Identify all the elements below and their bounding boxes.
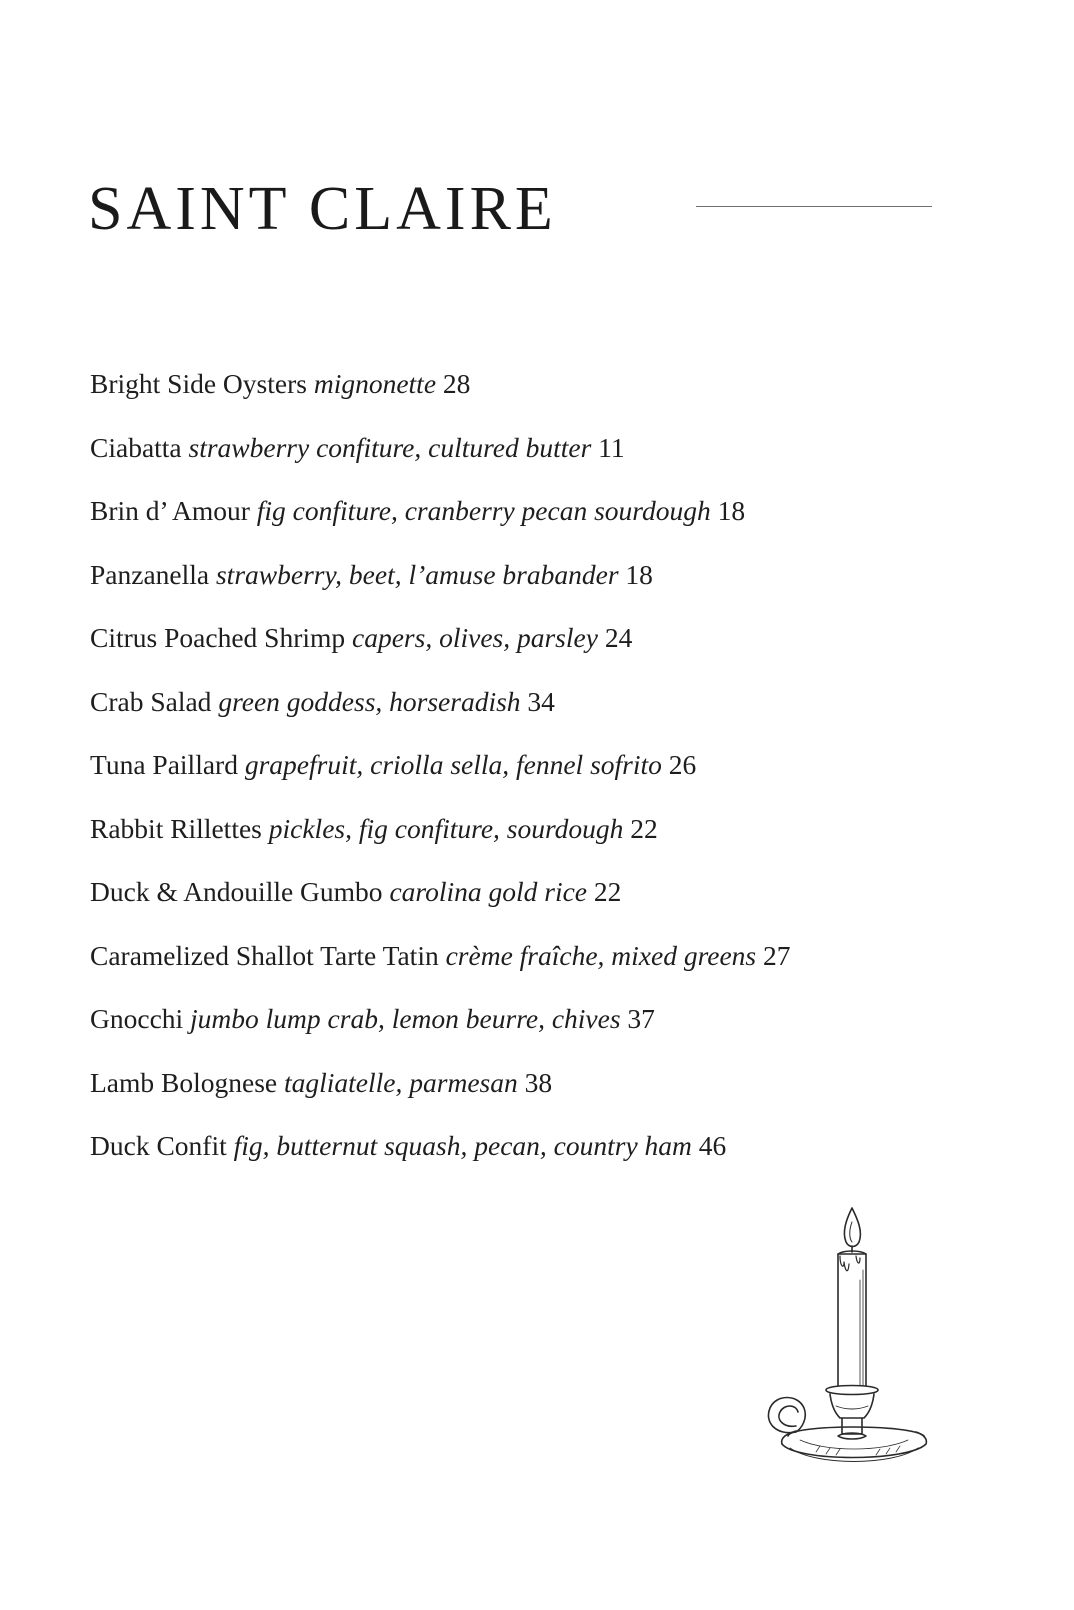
- dish-description: capers, olives, parsley: [352, 622, 598, 653]
- candle-icon: [756, 1200, 942, 1500]
- dish-price: 28: [442, 368, 471, 399]
- dish-name: Ciabatta: [90, 431, 182, 463]
- dish-price: 26: [668, 749, 697, 780]
- menu-item: [90, 1001, 1010, 1065]
- dish-name: Gnocchi: [90, 1003, 184, 1034]
- dish-description: carolina gold rice: [389, 876, 587, 907]
- dish-description: fig confiture, cranberry pecan sourdough: [256, 495, 711, 526]
- dish-description: mignonette: [313, 368, 437, 399]
- dish-description: jumbo lump crab, lemon beurre, chives: [190, 1003, 621, 1034]
- dish-price: 18: [717, 495, 746, 526]
- menu-item: [90, 1128, 1010, 1192]
- menu-item: [90, 684, 1010, 748]
- dish-name: Rabbit Rillettes: [90, 812, 262, 844]
- dish-name: Duck & Andouille Gumbo: [90, 876, 383, 907]
- menu-item: [90, 747, 1010, 811]
- dish-name: Caramelized Shallot Tarte Tatin: [90, 939, 439, 971]
- menu-item: [90, 557, 1010, 621]
- menu-item: [90, 874, 1010, 938]
- menu-item: [90, 493, 1010, 557]
- dish-price: 11: [598, 431, 625, 463]
- title-divider: [696, 206, 932, 207]
- dish-name: Lamb Bolognese: [90, 1066, 278, 1098]
- dish-name: Crab Salad: [90, 685, 212, 717]
- menu-item: [90, 620, 1010, 684]
- restaurant-name: SAINT CLAIRE: [88, 175, 557, 243]
- dish-description: strawberry confiture, cultured butter: [188, 431, 592, 463]
- dish-price: 46: [698, 1130, 727, 1161]
- dish-description: fig, butternut squash, pecan, country ham: [233, 1130, 692, 1161]
- menu-item: [90, 430, 1010, 494]
- dish-name: Tuna Paillard: [90, 749, 238, 780]
- menu-item: [90, 1065, 1010, 1129]
- menu-item: [90, 366, 1010, 430]
- dish-description: green goddess, horseradish: [218, 685, 521, 717]
- dish-name: Panzanella: [90, 558, 210, 590]
- dish-price: 18: [625, 558, 653, 590]
- dish-description: crème fraîche, mixed greens: [445, 939, 757, 971]
- menu-item: [90, 811, 1010, 875]
- menu-item: [90, 938, 1010, 1002]
- dish-price: 22: [630, 812, 658, 844]
- dish-name: Brin d’ Amour: [90, 495, 250, 526]
- dish-name: Bright Side Oysters: [90, 368, 307, 399]
- menu-list: [90, 366, 1010, 1192]
- dish-description: strawberry, beet, l’amuse brabander: [215, 558, 619, 590]
- dish-description: tagliatelle, parmesan: [284, 1066, 518, 1098]
- dish-description: pickles, fig confiture, sourdough: [268, 812, 624, 844]
- dish-description: grapefruit, criolla sella, fennel sofrito: [244, 749, 662, 780]
- dish-price: 37: [627, 1003, 655, 1034]
- dish-price: 38: [524, 1066, 553, 1098]
- dish-price: 27: [763, 939, 791, 971]
- dish-name: Duck Confit: [90, 1130, 227, 1161]
- dish-name: Citrus Poached Shrimp: [90, 622, 346, 653]
- dish-price: 22: [593, 876, 622, 907]
- dish-price: 24: [604, 622, 633, 653]
- dish-price: 34: [527, 685, 555, 717]
